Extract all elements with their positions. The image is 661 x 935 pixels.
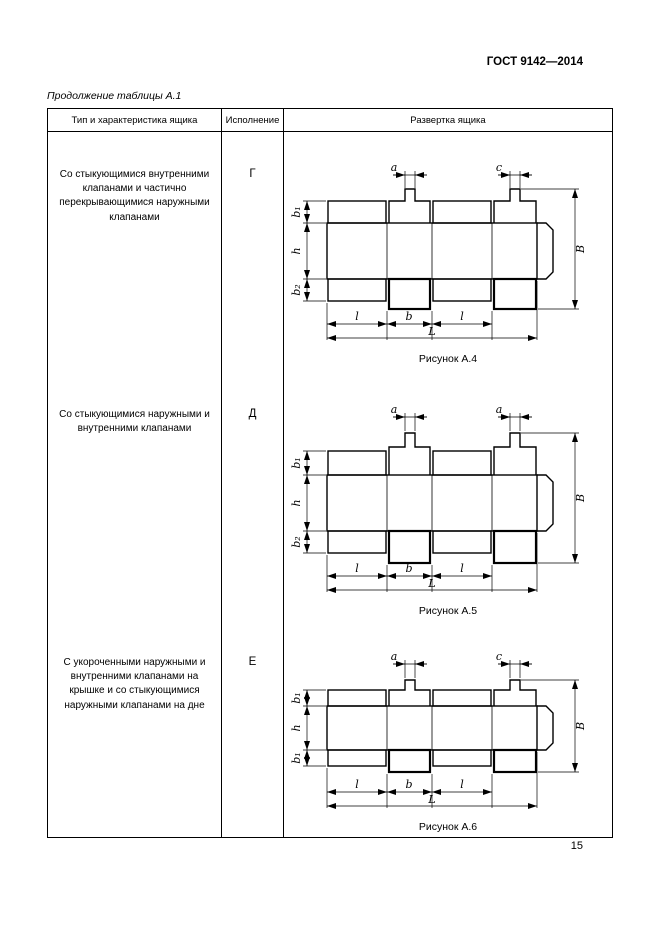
dim-label-B: B bbox=[574, 493, 587, 503]
dim-label-b1: b₁ bbox=[290, 457, 303, 469]
box-development-figure-a4 bbox=[287, 148, 609, 348]
column-header-type: Тип и характеристика ящика bbox=[48, 109, 222, 131]
dimension-labels bbox=[290, 161, 587, 338]
figure-caption: Рисунок А.4 bbox=[418, 353, 478, 365]
execution-letter: Д bbox=[222, 392, 284, 642]
box-type-description: С укороченными наружными и внутренними клапанами на крышке и со стыкующимися наружными клапанами на дне bbox=[48, 642, 222, 837]
body-panels bbox=[327, 475, 553, 531]
dim-label-B: B bbox=[574, 244, 587, 254]
dim-label-b2: b₂ bbox=[290, 536, 303, 548]
dim-label-h: h bbox=[290, 724, 303, 732]
bottom-flaps bbox=[328, 279, 536, 309]
box-types-table bbox=[47, 108, 613, 838]
development-cell bbox=[284, 132, 612, 392]
dim-label-a: a bbox=[390, 650, 398, 663]
top-flaps bbox=[328, 433, 536, 475]
body-panels bbox=[327, 223, 553, 279]
dim-label-a: a bbox=[390, 161, 398, 174]
table-row bbox=[48, 642, 612, 837]
dim-label-a: a bbox=[390, 403, 398, 416]
dim-label-b: b bbox=[405, 310, 413, 323]
table-row bbox=[48, 392, 612, 642]
dim-label-h: h bbox=[290, 247, 303, 255]
dim-label-l2: l bbox=[460, 310, 464, 323]
top-flaps bbox=[328, 680, 536, 706]
dim-label-B: B bbox=[574, 721, 587, 731]
dim-label-h: h bbox=[290, 499, 303, 507]
glue-flap bbox=[537, 475, 553, 531]
dim-label-l2: l bbox=[460, 778, 464, 791]
dim-label-b1b: b₁ bbox=[290, 752, 303, 764]
dim-label-L: L bbox=[428, 577, 436, 590]
execution-letter: Е bbox=[222, 642, 284, 837]
dim-label-c: c bbox=[495, 650, 503, 663]
glue-flap bbox=[537, 706, 553, 750]
dim-label-b1: b₁ bbox=[290, 206, 303, 218]
figure-caption: Рисунок А.5 bbox=[418, 605, 478, 617]
development-cell bbox=[284, 642, 612, 837]
development-cell bbox=[284, 392, 612, 642]
dim-label-b: b bbox=[405, 778, 413, 791]
column-header-development: Развертка ящика bbox=[410, 115, 486, 126]
dim-label-L: L bbox=[428, 325, 436, 338]
table-header-row bbox=[48, 109, 612, 132]
dimension-labels bbox=[290, 403, 587, 590]
dim-label-l2: l bbox=[460, 562, 464, 575]
dim-label-b: b bbox=[405, 562, 413, 575]
top-flaps bbox=[328, 189, 536, 223]
table-continuation-caption: Продолжение таблицы А.1 bbox=[47, 90, 182, 102]
dim-label-l: l bbox=[355, 310, 359, 323]
bottom-flaps bbox=[328, 531, 536, 563]
dim-label-a2: a bbox=[495, 403, 503, 416]
body-panels bbox=[327, 706, 553, 750]
column-header-execution: Исполнение bbox=[222, 109, 284, 131]
dim-label-c: c bbox=[495, 161, 503, 174]
dim-label-b1: b₁ bbox=[290, 692, 303, 704]
execution-letter: Г bbox=[222, 132, 284, 392]
standard-number: ГОСТ 9142—2014 bbox=[486, 56, 583, 68]
figure-caption: Рисунок А.6 bbox=[418, 821, 478, 833]
dim-label-l: l bbox=[355, 778, 359, 791]
page-number: 15 bbox=[570, 840, 583, 852]
dimension-labels bbox=[290, 650, 587, 806]
box-type-description: Со стыкующимися наружными и внутренними клапанами bbox=[48, 392, 222, 642]
dim-label-l: l bbox=[355, 562, 359, 575]
box-type-description: Со стыкующимися внутренними клапанами и частично перекрывающимися наружными клапанами bbox=[48, 132, 222, 392]
dim-label-b2: b₂ bbox=[290, 284, 303, 296]
box-development-figure-a5 bbox=[287, 400, 609, 600]
dim-label-L: L bbox=[428, 793, 436, 806]
table-row bbox=[48, 132, 612, 392]
glue-flap bbox=[537, 223, 553, 279]
bottom-flaps bbox=[328, 750, 536, 772]
box-development-figure-a6 bbox=[287, 648, 609, 816]
